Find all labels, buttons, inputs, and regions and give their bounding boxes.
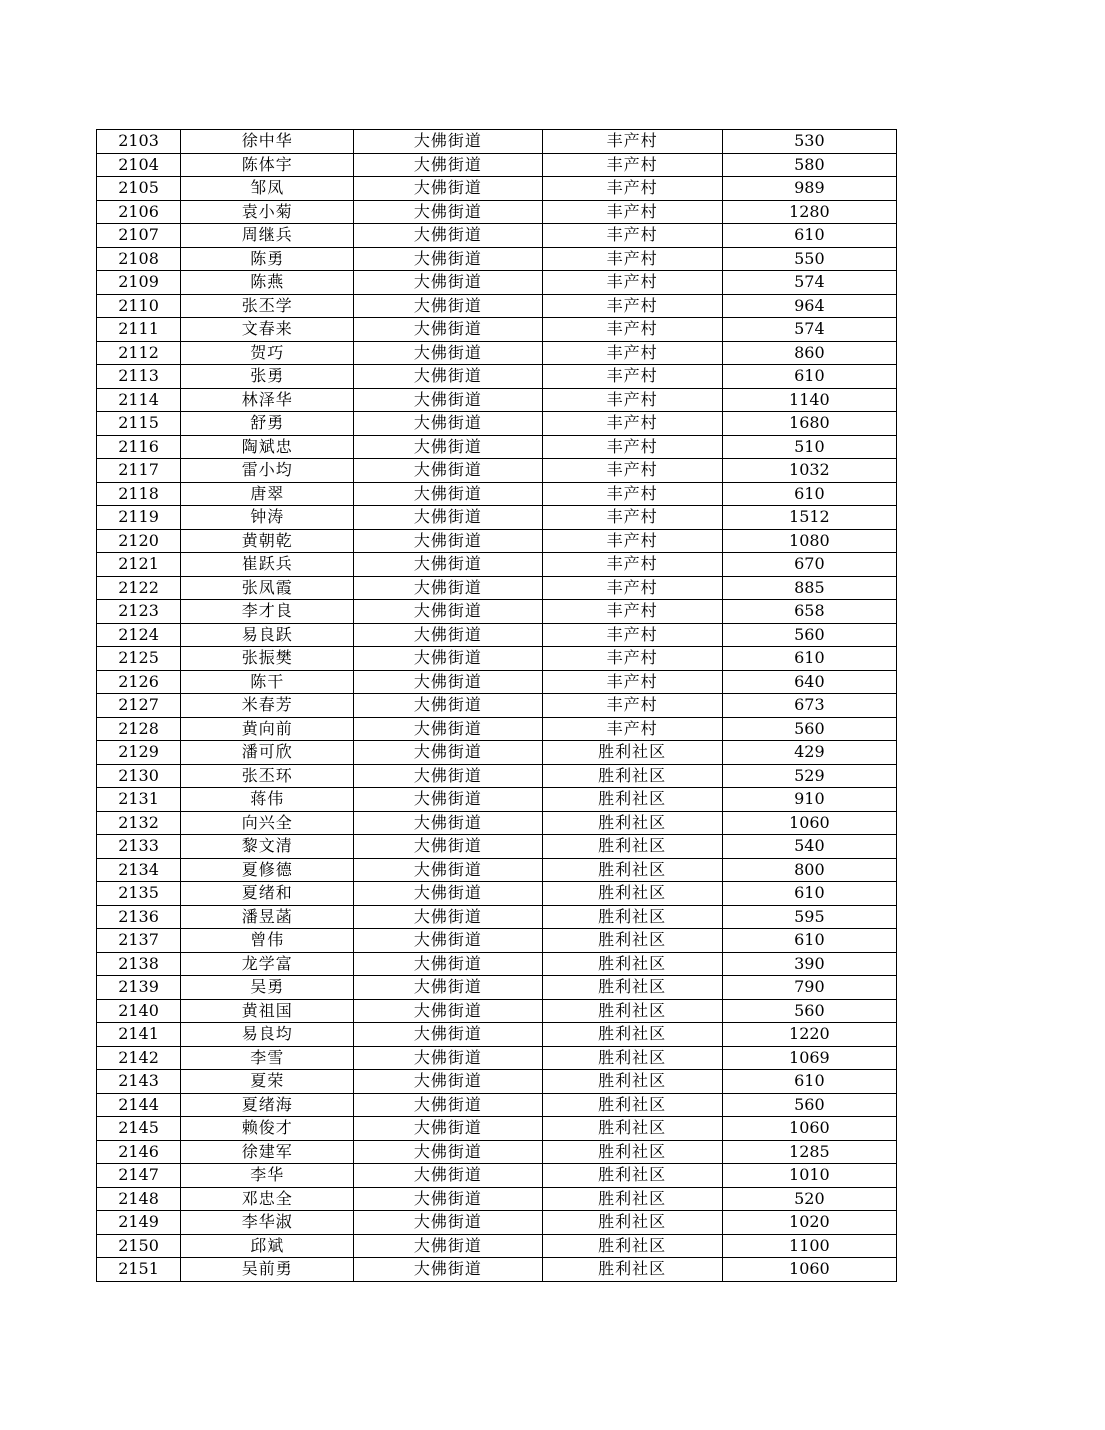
table-row <box>97 341 897 365</box>
name-cell: 陈勇 <box>181 247 354 271</box>
record-number-cell: 2145 <box>97 1117 181 1141</box>
record-number-cell: 2141 <box>97 1023 181 1047</box>
street-cell: 大佛街道 <box>354 647 542 671</box>
community-cell: 丰产村 <box>542 576 722 600</box>
name-cell: 黄祖国 <box>181 999 354 1023</box>
name-cell: 邹凤 <box>181 177 354 201</box>
community-cell: 丰产村 <box>542 553 722 577</box>
record-number-cell: 2149 <box>97 1211 181 1235</box>
table-row <box>97 459 897 483</box>
table-row <box>97 200 897 224</box>
name-cell: 徐建军 <box>181 1140 354 1164</box>
community-cell: 胜利社区 <box>542 999 722 1023</box>
record-number-cell: 2136 <box>97 905 181 929</box>
name-cell: 舒勇 <box>181 412 354 436</box>
street-cell: 大佛街道 <box>354 177 542 201</box>
street-cell: 大佛街道 <box>354 553 542 577</box>
street-cell: 大佛街道 <box>354 952 542 976</box>
community-cell: 胜利社区 <box>542 1046 722 1070</box>
table-row <box>97 835 897 859</box>
name-cell: 赖俊才 <box>181 1117 354 1141</box>
community-cell: 丰产村 <box>542 365 722 389</box>
table-row <box>97 318 897 342</box>
record-number-cell: 2131 <box>97 788 181 812</box>
record-number-cell: 2105 <box>97 177 181 201</box>
amount-cell: 790 <box>722 976 896 1000</box>
record-number-cell: 2108 <box>97 247 181 271</box>
name-cell: 李雪 <box>181 1046 354 1070</box>
name-cell: 张丕环 <box>181 764 354 788</box>
street-cell: 大佛街道 <box>354 294 542 318</box>
street-cell: 大佛街道 <box>354 412 542 436</box>
record-number-cell: 2117 <box>97 459 181 483</box>
street-cell: 大佛街道 <box>354 529 542 553</box>
table-row <box>97 764 897 788</box>
amount-cell: 580 <box>722 153 896 177</box>
street-cell: 大佛街道 <box>354 1093 542 1117</box>
community-cell: 丰产村 <box>542 482 722 506</box>
record-number-cell: 2138 <box>97 952 181 976</box>
street-cell: 大佛街道 <box>354 506 542 530</box>
table-row <box>97 130 897 154</box>
amount-cell: 1512 <box>722 506 896 530</box>
street-cell: 大佛街道 <box>354 694 542 718</box>
community-cell: 丰产村 <box>542 694 722 718</box>
amount-cell: 610 <box>722 1070 896 1094</box>
community-cell: 丰产村 <box>542 341 722 365</box>
amount-cell: 1060 <box>722 1258 896 1282</box>
amount-cell: 610 <box>722 647 896 671</box>
street-cell: 大佛街道 <box>354 200 542 224</box>
table-row <box>97 1164 897 1188</box>
community-cell: 丰产村 <box>542 224 722 248</box>
record-number-cell: 2103 <box>97 130 181 154</box>
amount-cell: 610 <box>722 882 896 906</box>
amount-cell: 658 <box>722 600 896 624</box>
amount-cell: 640 <box>722 670 896 694</box>
street-cell: 大佛街道 <box>354 130 542 154</box>
amount-cell: 1069 <box>722 1046 896 1070</box>
amount-cell: 610 <box>722 365 896 389</box>
record-number-cell: 2104 <box>97 153 181 177</box>
name-cell: 夏修德 <box>181 858 354 882</box>
community-cell: 丰产村 <box>542 247 722 271</box>
amount-cell: 1032 <box>722 459 896 483</box>
amount-cell: 610 <box>722 482 896 506</box>
table-row <box>97 905 897 929</box>
street-cell: 大佛街道 <box>354 271 542 295</box>
name-cell: 李才良 <box>181 600 354 624</box>
record-number-cell: 2151 <box>97 1258 181 1282</box>
amount-cell: 964 <box>722 294 896 318</box>
street-cell: 大佛街道 <box>354 717 542 741</box>
amount-cell: 1140 <box>722 388 896 412</box>
table-row <box>97 529 897 553</box>
street-cell: 大佛街道 <box>354 976 542 1000</box>
street-cell: 大佛街道 <box>354 600 542 624</box>
community-cell: 胜利社区 <box>542 905 722 929</box>
name-cell: 袁小菊 <box>181 200 354 224</box>
street-cell: 大佛街道 <box>354 811 542 835</box>
table-row <box>97 271 897 295</box>
community-cell: 胜利社区 <box>542 1164 722 1188</box>
table-row <box>97 482 897 506</box>
table-row <box>97 1046 897 1070</box>
name-cell: 陶斌忠 <box>181 435 354 459</box>
table-row <box>97 694 897 718</box>
amount-cell: 595 <box>722 905 896 929</box>
street-cell: 大佛街道 <box>354 929 542 953</box>
street-cell: 大佛街道 <box>354 153 542 177</box>
table-row <box>97 153 897 177</box>
amount-cell: 860 <box>722 341 896 365</box>
name-cell: 贺巧 <box>181 341 354 365</box>
community-cell: 丰产村 <box>542 294 722 318</box>
street-cell: 大佛街道 <box>354 388 542 412</box>
street-cell: 大佛街道 <box>354 318 542 342</box>
name-cell: 钟涛 <box>181 506 354 530</box>
record-number-cell: 2144 <box>97 1093 181 1117</box>
name-cell: 周继兵 <box>181 224 354 248</box>
community-cell: 丰产村 <box>542 177 722 201</box>
street-cell: 大佛街道 <box>354 999 542 1023</box>
amount-cell: 560 <box>722 1093 896 1117</box>
street-cell: 大佛街道 <box>354 365 542 389</box>
record-number-cell: 2128 <box>97 717 181 741</box>
record-number-cell: 2142 <box>97 1046 181 1070</box>
community-cell: 丰产村 <box>542 459 722 483</box>
community-cell: 胜利社区 <box>542 811 722 835</box>
record-number-cell: 2122 <box>97 576 181 600</box>
table-row <box>97 1187 897 1211</box>
community-cell: 胜利社区 <box>542 1234 722 1258</box>
amount-cell: 1100 <box>722 1234 896 1258</box>
table-row <box>97 1070 897 1094</box>
community-cell: 丰产村 <box>542 529 722 553</box>
street-cell: 大佛街道 <box>354 1117 542 1141</box>
street-cell: 大佛街道 <box>354 741 542 765</box>
record-number-cell: 2107 <box>97 224 181 248</box>
amount-cell: 1080 <box>722 529 896 553</box>
table-row <box>97 1117 897 1141</box>
street-cell: 大佛街道 <box>354 670 542 694</box>
name-cell: 崔跃兵 <box>181 553 354 577</box>
record-number-cell: 2112 <box>97 341 181 365</box>
street-cell: 大佛街道 <box>354 1046 542 1070</box>
record-number-cell: 2139 <box>97 976 181 1000</box>
street-cell: 大佛街道 <box>354 435 542 459</box>
record-number-cell: 2109 <box>97 271 181 295</box>
name-cell: 雷小均 <box>181 459 354 483</box>
community-cell: 丰产村 <box>542 318 722 342</box>
street-cell: 大佛街道 <box>354 764 542 788</box>
community-cell: 胜利社区 <box>542 1140 722 1164</box>
record-number-cell: 2148 <box>97 1187 181 1211</box>
table-row <box>97 929 897 953</box>
name-cell: 陈燕 <box>181 271 354 295</box>
name-cell: 张丕学 <box>181 294 354 318</box>
name-cell: 陈体宇 <box>181 153 354 177</box>
name-cell: 陈干 <box>181 670 354 694</box>
community-cell: 胜利社区 <box>542 976 722 1000</box>
table-row <box>97 741 897 765</box>
community-cell: 丰产村 <box>542 153 722 177</box>
street-cell: 大佛街道 <box>354 1140 542 1164</box>
name-cell: 文春来 <box>181 318 354 342</box>
table-row <box>97 576 897 600</box>
table-row <box>97 435 897 459</box>
table-row <box>97 224 897 248</box>
table-row <box>97 999 897 1023</box>
amount-cell: 390 <box>722 952 896 976</box>
community-cell: 胜利社区 <box>542 741 722 765</box>
name-cell: 张勇 <box>181 365 354 389</box>
name-cell: 米春芳 <box>181 694 354 718</box>
table-row <box>97 1093 897 1117</box>
amount-cell: 610 <box>722 929 896 953</box>
record-number-cell: 2119 <box>97 506 181 530</box>
record-number-cell: 2127 <box>97 694 181 718</box>
table-row <box>97 365 897 389</box>
amount-cell: 989 <box>722 177 896 201</box>
community-cell: 胜利社区 <box>542 952 722 976</box>
street-cell: 大佛街道 <box>354 1211 542 1235</box>
record-number-cell: 2143 <box>97 1070 181 1094</box>
community-cell: 胜利社区 <box>542 764 722 788</box>
street-cell: 大佛街道 <box>354 1070 542 1094</box>
community-cell: 胜利社区 <box>542 1070 722 1094</box>
street-cell: 大佛街道 <box>354 788 542 812</box>
street-cell: 大佛街道 <box>354 224 542 248</box>
table-row <box>97 952 897 976</box>
amount-cell: 1220 <box>722 1023 896 1047</box>
amount-cell: 510 <box>722 435 896 459</box>
community-cell: 丰产村 <box>542 388 722 412</box>
community-cell: 丰产村 <box>542 717 722 741</box>
name-cell: 吴勇 <box>181 976 354 1000</box>
name-cell: 黄向前 <box>181 717 354 741</box>
table-row <box>97 1211 897 1235</box>
community-cell: 胜利社区 <box>542 882 722 906</box>
record-number-cell: 2132 <box>97 811 181 835</box>
record-number-cell: 2137 <box>97 929 181 953</box>
record-number-cell: 2125 <box>97 647 181 671</box>
community-cell: 丰产村 <box>542 412 722 436</box>
amount-cell: 800 <box>722 858 896 882</box>
amount-cell: 910 <box>722 788 896 812</box>
amount-cell: 540 <box>722 835 896 859</box>
name-cell: 夏绪海 <box>181 1093 354 1117</box>
record-number-cell: 2134 <box>97 858 181 882</box>
street-cell: 大佛街道 <box>354 459 542 483</box>
record-number-cell: 2114 <box>97 388 181 412</box>
street-cell: 大佛街道 <box>354 623 542 647</box>
name-cell: 夏荣 <box>181 1070 354 1094</box>
community-cell: 丰产村 <box>542 670 722 694</box>
community-cell: 胜利社区 <box>542 1258 722 1282</box>
name-cell: 林泽华 <box>181 388 354 412</box>
record-number-cell: 2118 <box>97 482 181 506</box>
table-row <box>97 412 897 436</box>
table-row <box>97 811 897 835</box>
table-row <box>97 1258 897 1282</box>
table-row <box>97 1140 897 1164</box>
record-number-cell: 2150 <box>97 1234 181 1258</box>
street-cell: 大佛街道 <box>354 1023 542 1047</box>
name-cell: 夏绪和 <box>181 882 354 906</box>
name-cell: 邱斌 <box>181 1234 354 1258</box>
record-number-cell: 2121 <box>97 553 181 577</box>
amount-cell: 520 <box>722 1187 896 1211</box>
street-cell: 大佛街道 <box>354 482 542 506</box>
amount-cell: 574 <box>722 318 896 342</box>
name-cell: 潘可欣 <box>181 741 354 765</box>
amount-cell: 560 <box>722 717 896 741</box>
record-number-cell: 2110 <box>97 294 181 318</box>
street-cell: 大佛街道 <box>354 835 542 859</box>
amount-cell: 560 <box>722 623 896 647</box>
amount-cell: 550 <box>722 247 896 271</box>
community-cell: 胜利社区 <box>542 788 722 812</box>
name-cell: 龙学富 <box>181 952 354 976</box>
record-number-cell: 2116 <box>97 435 181 459</box>
amount-cell: 429 <box>722 741 896 765</box>
community-cell: 丰产村 <box>542 623 722 647</box>
amount-cell: 1680 <box>722 412 896 436</box>
amount-cell: 530 <box>722 130 896 154</box>
name-cell: 张凤霞 <box>181 576 354 600</box>
street-cell: 大佛街道 <box>354 341 542 365</box>
name-cell: 曾伟 <box>181 929 354 953</box>
street-cell: 大佛街道 <box>354 858 542 882</box>
table-row <box>97 882 897 906</box>
amount-cell: 574 <box>722 271 896 295</box>
table-row <box>97 247 897 271</box>
record-number-cell: 2111 <box>97 318 181 342</box>
table-row <box>97 506 897 530</box>
name-cell: 黄朝乾 <box>181 529 354 553</box>
amount-cell: 1020 <box>722 1211 896 1235</box>
table-row <box>97 623 897 647</box>
record-number-cell: 2135 <box>97 882 181 906</box>
table-row <box>97 388 897 412</box>
amount-cell: 560 <box>722 999 896 1023</box>
community-cell: 丰产村 <box>542 130 722 154</box>
table-row <box>97 600 897 624</box>
table-row <box>97 647 897 671</box>
name-cell: 唐翠 <box>181 482 354 506</box>
amount-cell: 885 <box>722 576 896 600</box>
table-row <box>97 788 897 812</box>
amount-cell: 1010 <box>722 1164 896 1188</box>
record-number-cell: 2130 <box>97 764 181 788</box>
table-row <box>97 858 897 882</box>
community-cell: 丰产村 <box>542 600 722 624</box>
record-number-cell: 2123 <box>97 600 181 624</box>
table-row <box>97 294 897 318</box>
community-cell: 胜利社区 <box>542 858 722 882</box>
record-number-cell: 2147 <box>97 1164 181 1188</box>
community-cell: 胜利社区 <box>542 1211 722 1235</box>
street-cell: 大佛街道 <box>354 1187 542 1211</box>
amount-cell: 610 <box>722 224 896 248</box>
table-row <box>97 670 897 694</box>
community-cell: 胜利社区 <box>542 1023 722 1047</box>
name-cell: 李华淑 <box>181 1211 354 1235</box>
community-cell: 胜利社区 <box>542 929 722 953</box>
data-sheet <box>96 129 897 1282</box>
record-number-cell: 2146 <box>97 1140 181 1164</box>
table-row <box>97 1023 897 1047</box>
amount-cell: 1060 <box>722 1117 896 1141</box>
name-cell: 向兴全 <box>181 811 354 835</box>
street-cell: 大佛街道 <box>354 1234 542 1258</box>
street-cell: 大佛街道 <box>354 247 542 271</box>
records-table <box>96 129 897 1282</box>
amount-cell: 1060 <box>722 811 896 835</box>
community-cell: 丰产村 <box>542 647 722 671</box>
record-number-cell: 2115 <box>97 412 181 436</box>
name-cell: 李华 <box>181 1164 354 1188</box>
name-cell: 易良均 <box>181 1023 354 1047</box>
community-cell: 丰产村 <box>542 200 722 224</box>
name-cell: 潘昱菡 <box>181 905 354 929</box>
record-number-cell: 2106 <box>97 200 181 224</box>
street-cell: 大佛街道 <box>354 1164 542 1188</box>
amount-cell: 1280 <box>722 200 896 224</box>
amount-cell: 670 <box>722 553 896 577</box>
name-cell: 蒋伟 <box>181 788 354 812</box>
table-row <box>97 177 897 201</box>
record-number-cell: 2126 <box>97 670 181 694</box>
record-number-cell: 2124 <box>97 623 181 647</box>
community-cell: 丰产村 <box>542 506 722 530</box>
name-cell: 邓忠全 <box>181 1187 354 1211</box>
community-cell: 胜利社区 <box>542 1187 722 1211</box>
table-row <box>97 553 897 577</box>
record-number-cell: 2133 <box>97 835 181 859</box>
record-number-cell: 2140 <box>97 999 181 1023</box>
community-cell: 丰产村 <box>542 271 722 295</box>
street-cell: 大佛街道 <box>354 882 542 906</box>
street-cell: 大佛街道 <box>354 1258 542 1282</box>
record-number-cell: 2113 <box>97 365 181 389</box>
name-cell: 徐中华 <box>181 130 354 154</box>
amount-cell: 529 <box>722 764 896 788</box>
name-cell: 黎文清 <box>181 835 354 859</box>
community-cell: 丰产村 <box>542 435 722 459</box>
record-number-cell: 2129 <box>97 741 181 765</box>
table-row <box>97 717 897 741</box>
community-cell: 胜利社区 <box>542 835 722 859</box>
community-cell: 胜利社区 <box>542 1117 722 1141</box>
street-cell: 大佛街道 <box>354 576 542 600</box>
records-table-body <box>97 130 897 1282</box>
amount-cell: 1285 <box>722 1140 896 1164</box>
amount-cell: 673 <box>722 694 896 718</box>
table-row <box>97 976 897 1000</box>
name-cell: 易良跃 <box>181 623 354 647</box>
name-cell: 吴前勇 <box>181 1258 354 1282</box>
table-row <box>97 1234 897 1258</box>
name-cell: 张振樊 <box>181 647 354 671</box>
record-number-cell: 2120 <box>97 529 181 553</box>
community-cell: 胜利社区 <box>542 1093 722 1117</box>
street-cell: 大佛街道 <box>354 905 542 929</box>
